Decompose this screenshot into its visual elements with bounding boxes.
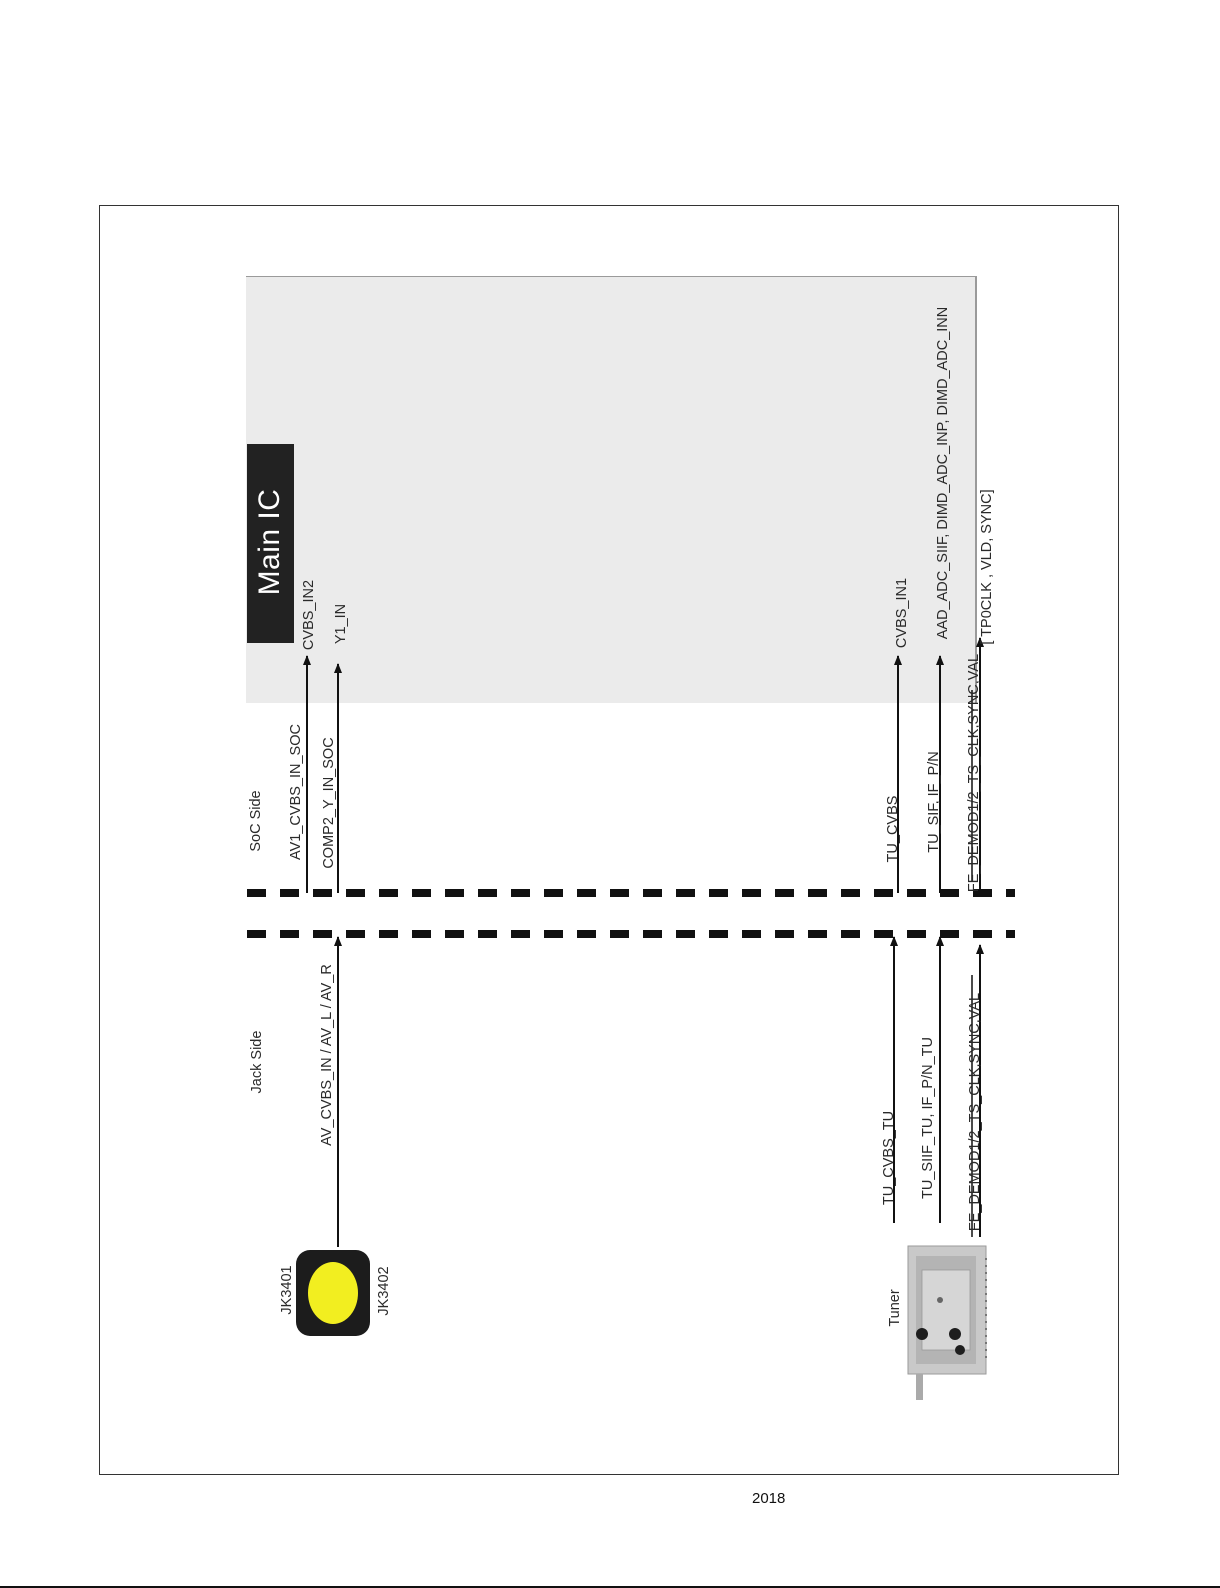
av-jack-yellow xyxy=(308,1262,358,1324)
signal-comp2-y-in-soc: COMP2_Y_IN_SOC xyxy=(321,737,337,869)
jack-jk3402-label: JK3402 xyxy=(376,1266,392,1316)
jack-side-label: Jack Side xyxy=(249,1030,265,1094)
signal-tu-cvbs-tu: TU_CVBS_TU xyxy=(881,1110,897,1206)
jack-jk3401-label: JK3401 xyxy=(279,1265,295,1315)
pin-cvbs-in2: CVBS_IN2 xyxy=(301,579,317,651)
signal-tu-siif-tu: TU_SIIF_TU, IF_P/N_TU xyxy=(920,1037,936,1199)
signal-tu-cvbs: TU_CVBS xyxy=(885,795,901,863)
footer-year: 2018 xyxy=(752,1490,786,1507)
signal-fe-demod-soc: FE_DEMOD1/2_TS_CLK,SYNC,VAL xyxy=(966,653,982,893)
tuner-icon xyxy=(908,1246,986,1400)
pin-cvbs-in1: CVBS_IN1 xyxy=(894,577,910,649)
pin-tp0clk: [ TP0CLK , VLD, SYNC] xyxy=(979,489,995,645)
signal-tu-sif: TU_SIF, IF_P/N xyxy=(926,751,942,853)
signal-fe-demod-tu: FE_DEMOD1/2_TS_CLK,SYNC,VAL xyxy=(967,992,983,1232)
tuner-label: Tuner xyxy=(887,1289,903,1327)
pin-y1-in: Y1_IN xyxy=(333,603,349,645)
pin-aad-adc: AAD_ADC_SIIF, DIMD_ADC_INP, DIMD_ADC_INN xyxy=(935,306,951,640)
signal-av1-cvbs-in-soc: AV1_CVBS_IN_SOC xyxy=(288,724,304,860)
main-ic-label: Main IC xyxy=(253,488,286,596)
soc-side-label: SoC Side xyxy=(248,790,264,852)
signal-av-cvbs-in: AV_CVBS_IN / AV_L / AV_R xyxy=(319,964,335,1146)
